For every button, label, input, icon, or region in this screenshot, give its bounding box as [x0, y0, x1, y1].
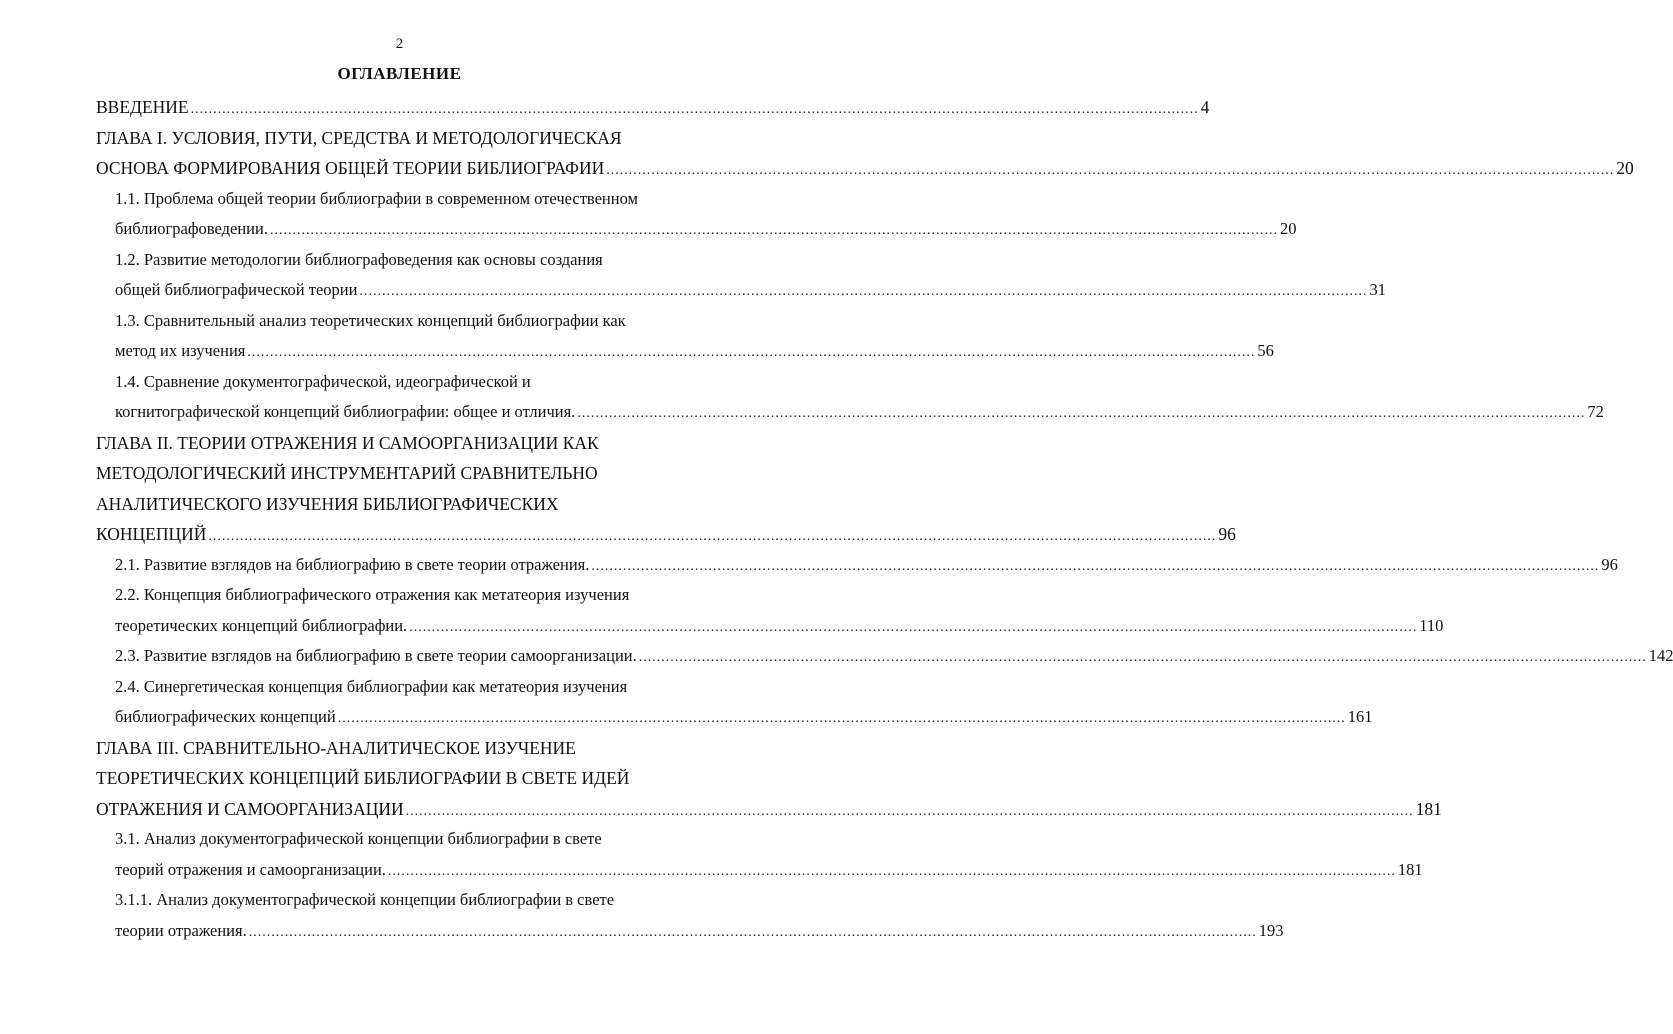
toc-entry-page: 193 — [1258, 920, 1284, 940]
toc-entry-section-3-1-cont[interactable] — [96, 855, 1423, 886]
toc-entry-text: 2.3. Развитие взглядов на библиографию в свете теории самоорганизации. — [115, 646, 637, 665]
toc-entry-page: 4 — [1200, 97, 1210, 117]
toc-entry-page: 181 — [1397, 859, 1423, 879]
toc-entry-page: 181 — [1415, 798, 1442, 819]
toc-entry-page: 56 — [1257, 341, 1274, 360]
toc-entry-introduction[interactable] — [96, 92, 1210, 123]
toc-entry-text: теорий отражения и самоорганизации. — [115, 859, 386, 879]
leader-dots — [247, 338, 1255, 369]
toc-entry-page: 96 — [1218, 524, 1236, 544]
toc-entry-text: КОНЦЕПЦИЙ — [96, 524, 207, 544]
page-title: ОГЛАВЛЕНИЕ — [337, 64, 462, 83]
leader-dots — [338, 704, 1346, 735]
toc-entry-page: 72 — [1587, 402, 1604, 421]
toc-entry-text: 1.3. Сравнительный анализ теоретических концепций библиографии как — [115, 310, 626, 330]
leader-dots — [388, 857, 1396, 888]
toc-entry-section-1-4-cont[interactable] — [96, 397, 1604, 428]
leader-dots — [406, 797, 1414, 828]
toc-entry-text: теоретических концепций библиографии. — [115, 615, 408, 635]
toc-entry-text: ГЛАВА III. СРАВНИТЕЛЬНО-АНАЛИТИЧЕСКОЕ ИЗУЧЕНИЕ — [96, 737, 576, 758]
toc-entry-text: метод их изучения — [115, 341, 246, 360]
toc-entry-page: 96 — [1601, 554, 1618, 574]
toc-entry-section-1-1-cont[interactable] — [96, 214, 1297, 245]
toc-entry-text: библиографоведении. — [115, 219, 268, 238]
toc-entry-text: 3.1. Анализ документографической концепции библиографии в свете — [115, 829, 602, 848]
toc-entry-chapter-1-cont[interactable] — [96, 153, 1634, 184]
toc-entry-section-3-1-1[interactable] — [96, 885, 740, 916]
table-of-contents — [96, 92, 1673, 946]
toc-entry-chapter-2-cont[interactable] — [96, 458, 740, 489]
toc-entry-chapter-1[interactable] — [96, 123, 740, 154]
toc-entry-text: АНАЛИТИЧЕСКОГО ИЗУЧЕНИЯ БИБЛИОГРАФИЧЕСКИХ — [96, 493, 559, 514]
leader-dots — [577, 399, 1585, 430]
toc-entry-page: 20 — [1279, 219, 1297, 238]
toc-entry-page: 110 — [1419, 615, 1444, 635]
toc-entry-text: 1.2. Развитие методологии библиографоведения как основы создания — [115, 249, 603, 269]
toc-entry-text: 1.4. Сравнение документографической, идеографической и — [115, 371, 531, 391]
toc-entry-text: 2.2. Концепция библиографического отражения как метатеория изучения — [115, 585, 630, 604]
toc-entry-text: ВВЕДЕНИЕ — [96, 97, 189, 117]
toc-entry-section-2-3[interactable] — [96, 641, 1673, 672]
toc-entry-text: общей библиографической теории — [115, 280, 358, 299]
toc-entry-chapter-3[interactable] — [96, 733, 740, 764]
toc-entry-page: 161 — [1347, 707, 1373, 726]
leader-dots — [409, 613, 1417, 644]
toc-entry-text: 2.1. Развитие взглядов на библиографию в свете теории отражения. — [115, 554, 590, 574]
toc-entry-text: ОСНОВА ФОРМИРОВАНИЯ ОБЩЕЙ ТЕОРИИ БИБЛИОГРАФИИ — [96, 158, 605, 178]
toc-entry-section-1-4[interactable] — [96, 367, 740, 398]
toc-entry-text: 1.1. Проблема общей теории библиографии в современном отечественном — [115, 188, 638, 208]
page-number: 2 — [395, 36, 404, 52]
toc-entry-text: библиографических концепций — [115, 707, 336, 726]
leader-dots — [606, 156, 1614, 187]
leader-dots — [208, 522, 1216, 553]
toc-entry-section-1-3[interactable] — [96, 306, 740, 337]
toc-entry-chapter-2-cont[interactable] — [96, 519, 1236, 550]
leader-dots — [270, 216, 1278, 247]
toc-entry-section-2-4-cont[interactable] — [96, 702, 1373, 733]
toc-entry-chapter-3-cont[interactable] — [96, 763, 740, 794]
toc-entry-section-2-4[interactable] — [96, 672, 740, 703]
toc-entry-text: МЕТОДОЛОГИЧЕСКИЙ ИНСТРУМЕНТАРИЙ СРАВНИТЕЛЬНО — [96, 463, 598, 483]
toc-entry-section-3-1-1-cont[interactable] — [96, 916, 1284, 947]
toc-entry-text: теории отражения. — [115, 920, 247, 940]
toc-entry-text: ГЛАВА I. УСЛОВИЯ, ПУТИ, СРЕДСТВА И МЕТОДОЛОГИЧЕСКАЯ — [96, 127, 622, 148]
toc-entry-page: 31 — [1369, 280, 1386, 299]
toc-entry-section-3-1[interactable] — [96, 824, 740, 855]
leader-dots — [359, 277, 1367, 308]
toc-entry-text: когнитографической концепций библиографии: общее и отличия. — [115, 402, 576, 421]
toc-entry-section-1-3-cont[interactable] — [96, 336, 1274, 367]
toc-entry-section-2-2[interactable] — [96, 580, 740, 611]
toc-entry-section-1-1[interactable] — [96, 184, 740, 215]
leader-dots — [191, 95, 1199, 126]
toc-entry-text: 3.1.1. Анализ документографической концепции библиографии в свете — [115, 890, 615, 909]
toc-entry-section-2-2-cont[interactable] — [96, 611, 1444, 642]
toc-entry-chapter-3-cont[interactable] — [96, 794, 1442, 825]
toc-entry-page: 20 — [1616, 158, 1634, 178]
leader-dots — [591, 552, 1599, 583]
toc-entry-chapter-2-cont[interactable] — [96, 489, 740, 520]
toc-entry-section-1-2[interactable] — [96, 245, 740, 276]
toc-entry-text: ОТРАЖЕНИЯ И САМООРГАНИЗАЦИИ — [96, 798, 404, 819]
toc-entry-section-1-2-cont[interactable] — [96, 275, 1386, 306]
toc-entry-section-2-1[interactable] — [96, 550, 1618, 581]
toc-entry-text: ТЕОРЕТИЧЕСКИХ КОНЦЕПЦИЙ БИБЛИОГРАФИИ В СВЕТЕ ИДЕЙ — [96, 768, 630, 788]
leader-dots — [249, 918, 1257, 949]
toc-entry-chapter-2[interactable] — [96, 428, 740, 459]
toc-entry-page: 142 — [1648, 646, 1673, 665]
leader-dots — [639, 643, 1647, 674]
toc-entry-text: 2.4. Синергетическая концепция библиографии как метатеория изучения — [115, 676, 628, 696]
toc-entry-text: ГЛАВА II. ТЕОРИИ ОТРАЖЕНИЯ И САМООРГАНИЗАЦИИ КАК — [96, 432, 599, 453]
